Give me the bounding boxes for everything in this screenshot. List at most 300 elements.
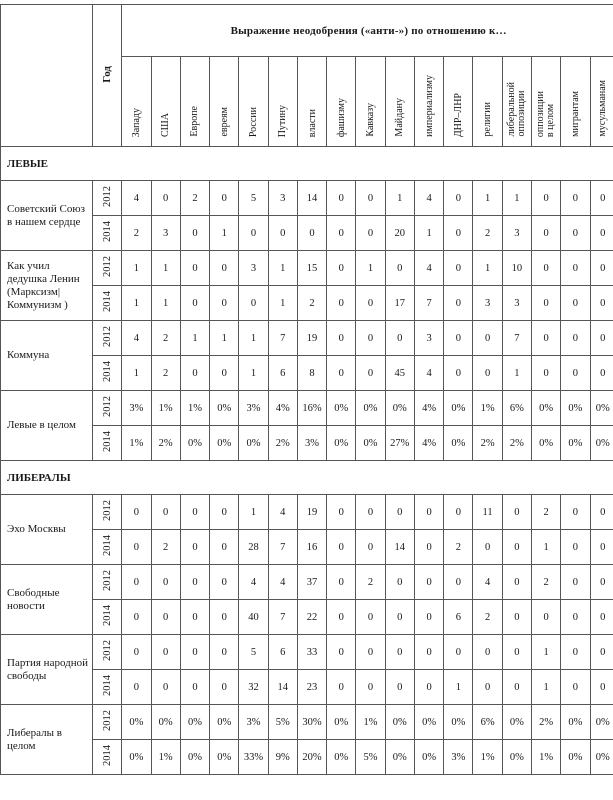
year-cell — [93, 286, 122, 321]
value-cell: 0 — [327, 181, 356, 216]
value-cell: 0% — [210, 705, 239, 740]
section-title: ЛЕВЫЕ — [1, 147, 613, 181]
value-cell: 0% — [444, 426, 473, 461]
value-cell: 0% — [210, 391, 239, 426]
value-cell: 19 — [297, 495, 326, 530]
year-cell — [93, 391, 122, 426]
value-cell: 0% — [502, 740, 531, 775]
value-cell: 0 — [385, 670, 414, 705]
value-cell: 2% — [151, 426, 180, 461]
value-cell: 7 — [268, 321, 297, 356]
value-cell: 0 — [561, 565, 590, 600]
year-cell — [93, 251, 122, 286]
value-cell: 2 — [473, 600, 502, 635]
column-header — [532, 57, 561, 147]
value-cell: 0 — [356, 495, 385, 530]
group-name: Левые в целом — [1, 391, 93, 461]
group-name: Коммуна — [1, 321, 93, 391]
value-cell: 0 — [327, 216, 356, 251]
value-cell: 0 — [239, 216, 268, 251]
value-cell: 0 — [268, 216, 297, 251]
value-cell: 0 — [210, 356, 239, 391]
value-cell: 1 — [532, 530, 561, 565]
value-cell: 0% — [210, 426, 239, 461]
value-cell: 0 — [180, 286, 209, 321]
value-cell: 0 — [590, 565, 613, 600]
column-header-label: империализму — [423, 75, 435, 137]
value-cell: 0 — [532, 251, 561, 286]
value-cell: 0% — [122, 705, 151, 740]
value-cell: 0 — [473, 530, 502, 565]
column-header-label-line: оппозиции — [515, 90, 527, 137]
value-cell: 0% — [414, 705, 443, 740]
value-cell: 7 — [414, 286, 443, 321]
value-cell: 0 — [356, 181, 385, 216]
table-row — [1, 216, 613, 251]
header-empty-cell — [1, 5, 93, 147]
value-cell: 3 — [502, 286, 531, 321]
column-header — [473, 57, 502, 147]
value-cell: 0 — [590, 670, 613, 705]
year-label: 2014 — [101, 431, 113, 452]
value-cell: 0% — [590, 705, 613, 740]
table-title: Выражение неодобрения («анти-») по отношению к… — [122, 5, 613, 57]
table-row — [1, 251, 613, 286]
value-cell: 4% — [414, 391, 443, 426]
year-cell — [93, 181, 122, 216]
value-cell: 4 — [414, 251, 443, 286]
value-cell: 0 — [532, 600, 561, 635]
value-cell: 0 — [561, 530, 590, 565]
value-cell: 0 — [444, 495, 473, 530]
value-cell: 7 — [268, 530, 297, 565]
value-cell: 0 — [356, 286, 385, 321]
value-cell: 1 — [122, 251, 151, 286]
column-header — [327, 57, 356, 147]
value-cell: 1 — [502, 356, 531, 391]
value-cell: 2 — [297, 286, 326, 321]
year-label: 2014 — [101, 605, 113, 626]
value-cell: 3% — [239, 391, 268, 426]
value-cell: 1 — [532, 670, 561, 705]
table-row — [1, 391, 613, 426]
column-header — [122, 57, 151, 147]
table-row — [1, 600, 613, 635]
value-cell: 0% — [122, 740, 151, 775]
value-cell: 0% — [385, 740, 414, 775]
table-row — [1, 426, 613, 461]
value-cell: 0 — [473, 356, 502, 391]
column-header-label: ДНР–ЛНР — [452, 92, 464, 137]
table-row — [1, 530, 613, 565]
value-cell: 40 — [239, 600, 268, 635]
table-row — [1, 321, 613, 356]
value-cell: 0% — [180, 705, 209, 740]
value-cell: 2 — [532, 565, 561, 600]
value-cell: 20% — [297, 740, 326, 775]
value-cell: 0 — [444, 181, 473, 216]
column-header — [590, 57, 613, 147]
value-cell: 0% — [561, 705, 590, 740]
value-cell: 0 — [356, 530, 385, 565]
value-cell: 3% — [297, 426, 326, 461]
table-row — [1, 705, 613, 740]
year-label: 2014 — [101, 221, 113, 242]
value-cell: 0 — [590, 321, 613, 356]
value-cell: 32 — [239, 670, 268, 705]
column-header — [444, 57, 473, 147]
value-cell: 0 — [356, 600, 385, 635]
value-cell: 14 — [297, 181, 326, 216]
value-cell: 0 — [590, 495, 613, 530]
value-cell: 1 — [151, 251, 180, 286]
value-cell: 0 — [385, 565, 414, 600]
year-cell — [93, 565, 122, 600]
column-header-label: евреям — [218, 107, 230, 137]
value-cell: 1 — [239, 356, 268, 391]
value-cell: 0 — [590, 181, 613, 216]
value-cell: 0 — [444, 356, 473, 391]
value-cell: 0 — [239, 286, 268, 321]
value-cell: 1% — [122, 426, 151, 461]
value-cell: 1 — [268, 251, 297, 286]
section-title: ЛИБЕРАЛЫ — [1, 461, 613, 495]
value-cell: 0% — [561, 740, 590, 775]
value-cell: 0 — [180, 356, 209, 391]
table-row — [1, 740, 613, 775]
value-cell: 0 — [151, 495, 180, 530]
value-cell: 0 — [414, 530, 443, 565]
value-cell: 0 — [356, 216, 385, 251]
value-cell: 5% — [356, 740, 385, 775]
value-cell: 16% — [297, 391, 326, 426]
column-header — [561, 57, 590, 147]
value-cell: 2 — [473, 216, 502, 251]
table-row — [1, 635, 613, 670]
value-cell: 1 — [268, 286, 297, 321]
value-cell: 0 — [210, 495, 239, 530]
value-cell: 0 — [502, 635, 531, 670]
value-cell: 0 — [297, 216, 326, 251]
value-cell: 5 — [239, 181, 268, 216]
value-cell: 28 — [239, 530, 268, 565]
value-cell: 8 — [297, 356, 326, 391]
value-cell: 1 — [122, 286, 151, 321]
year-label: 2014 — [101, 535, 113, 556]
value-cell: 0 — [590, 251, 613, 286]
group-name: Свободные новости — [1, 565, 93, 635]
value-cell: 1 — [122, 356, 151, 391]
year-cell — [93, 356, 122, 391]
value-cell: 1 — [210, 321, 239, 356]
year-cell — [93, 600, 122, 635]
value-cell: 0 — [561, 635, 590, 670]
year-label: 2014 — [101, 675, 113, 696]
value-cell: 7 — [268, 600, 297, 635]
table-row — [1, 670, 613, 705]
value-cell: 0 — [590, 356, 613, 391]
value-cell: 0 — [151, 565, 180, 600]
value-cell: 2% — [502, 426, 531, 461]
value-cell: 0% — [502, 705, 531, 740]
table-row — [1, 565, 613, 600]
group-name: Партия народной свободы — [1, 635, 93, 705]
year-label: 2014 — [101, 745, 113, 766]
value-cell: 4% — [268, 391, 297, 426]
column-header — [151, 57, 180, 147]
value-cell: 1 — [210, 216, 239, 251]
value-cell: 0 — [180, 530, 209, 565]
value-cell: 0 — [356, 635, 385, 670]
value-cell: 0 — [532, 286, 561, 321]
value-cell: 0% — [590, 391, 613, 426]
value-cell: 0% — [385, 705, 414, 740]
column-header-label: власти — [306, 108, 318, 137]
value-cell: 0 — [444, 251, 473, 286]
value-cell: 1 — [385, 181, 414, 216]
value-cell: 1% — [151, 391, 180, 426]
value-cell: 0 — [532, 356, 561, 391]
value-cell: 1 — [356, 251, 385, 286]
value-cell: 0% — [444, 391, 473, 426]
value-cell: 4 — [414, 181, 443, 216]
value-cell: 3 — [502, 216, 531, 251]
value-cell: 4 — [268, 495, 297, 530]
value-cell: 0% — [532, 391, 561, 426]
value-cell: 5 — [239, 635, 268, 670]
column-header-label-line: в целом — [545, 103, 557, 137]
value-cell: 0 — [180, 600, 209, 635]
value-cell: 10 — [502, 251, 531, 286]
value-cell: 0 — [210, 530, 239, 565]
year-cell — [93, 740, 122, 775]
value-cell: 0 — [122, 495, 151, 530]
value-cell: 0 — [180, 670, 209, 705]
value-cell: 0 — [561, 286, 590, 321]
value-cell: 0 — [327, 670, 356, 705]
year-cell — [93, 635, 122, 670]
table-row — [1, 181, 613, 216]
year-cell — [93, 321, 122, 356]
value-cell: 0% — [356, 391, 385, 426]
value-cell: 27% — [385, 426, 414, 461]
value-cell: 1 — [502, 181, 531, 216]
value-cell: 0 — [327, 565, 356, 600]
value-cell: 0 — [444, 565, 473, 600]
value-cell: 0% — [444, 705, 473, 740]
value-cell: 1 — [239, 495, 268, 530]
section-row — [1, 147, 613, 181]
value-cell: 0 — [122, 565, 151, 600]
value-cell: 0% — [356, 426, 385, 461]
value-cell: 0% — [239, 426, 268, 461]
section-row — [1, 461, 613, 495]
column-header-label: мусульманам — [597, 80, 609, 137]
value-cell: 0 — [151, 600, 180, 635]
value-cell: 6 — [444, 600, 473, 635]
table-row — [1, 286, 613, 321]
value-cell: 3 — [414, 321, 443, 356]
value-cell: 0 — [385, 495, 414, 530]
value-cell: 0 — [210, 251, 239, 286]
value-cell: 6 — [268, 356, 297, 391]
column-header-label — [507, 82, 527, 137]
value-cell: 1% — [356, 705, 385, 740]
year-cell — [93, 670, 122, 705]
group-name: Либералы в целом — [1, 705, 93, 775]
value-cell: 9% — [268, 740, 297, 775]
year-label: 2012 — [101, 326, 113, 347]
value-cell: 0 — [327, 251, 356, 286]
value-cell: 0 — [414, 565, 443, 600]
column-header-label-line: оппозиции — [535, 90, 547, 137]
value-cell: 0 — [590, 635, 613, 670]
value-cell: 0 — [561, 321, 590, 356]
column-header-label-line: либеральной — [505, 82, 517, 137]
year-cell — [93, 495, 122, 530]
value-cell: 3% — [122, 391, 151, 426]
value-cell: 0 — [385, 321, 414, 356]
value-cell: 0 — [180, 565, 209, 600]
value-cell: 17 — [385, 286, 414, 321]
column-header — [356, 57, 385, 147]
value-cell: 0% — [561, 391, 590, 426]
value-cell: 0 — [327, 635, 356, 670]
value-cell: 4 — [473, 565, 502, 600]
column-header — [210, 57, 239, 147]
value-cell: 7 — [502, 321, 531, 356]
value-cell: 22 — [297, 600, 326, 635]
value-cell: 0 — [210, 635, 239, 670]
value-cell: 0 — [327, 530, 356, 565]
value-cell: 0 — [327, 286, 356, 321]
value-cell: 0 — [122, 635, 151, 670]
value-cell: 3 — [268, 181, 297, 216]
value-cell: 0 — [151, 635, 180, 670]
column-header-label: Путину — [277, 104, 289, 137]
value-cell: 2 — [151, 530, 180, 565]
value-cell: 0 — [473, 670, 502, 705]
value-cell: 4 — [122, 181, 151, 216]
value-cell: 0 — [210, 286, 239, 321]
value-cell: 0 — [473, 321, 502, 356]
value-cell: 0 — [444, 286, 473, 321]
value-cell: 3 — [473, 286, 502, 321]
value-cell: 0 — [414, 495, 443, 530]
year-label: 2014 — [101, 291, 113, 312]
value-cell: 3% — [444, 740, 473, 775]
value-cell: 0 — [561, 670, 590, 705]
year-label: 2012 — [101, 710, 113, 731]
value-cell: 4 — [239, 565, 268, 600]
column-header-label: фашизму — [335, 97, 347, 137]
value-cell: 0 — [180, 635, 209, 670]
year-label: 2012 — [101, 500, 113, 521]
column-header — [180, 57, 209, 147]
value-cell: 0 — [590, 216, 613, 251]
group-name: Советский Союз в нашем сердце — [1, 181, 93, 251]
value-cell: 33% — [239, 740, 268, 775]
year-label: 2012 — [101, 570, 113, 591]
value-cell: 0 — [180, 251, 209, 286]
value-cell: 0 — [122, 530, 151, 565]
value-cell: 4 — [414, 356, 443, 391]
value-cell: 2 — [180, 181, 209, 216]
year-label: 2012 — [101, 396, 113, 417]
value-cell: 1 — [473, 251, 502, 286]
value-cell: 0 — [532, 181, 561, 216]
value-cell: 0 — [385, 251, 414, 286]
value-cell: 16 — [297, 530, 326, 565]
column-header — [239, 57, 268, 147]
value-cell: 2 — [532, 495, 561, 530]
value-cell: 3 — [239, 251, 268, 286]
value-cell: 2% — [473, 426, 502, 461]
year-cell — [93, 216, 122, 251]
value-cell: 0 — [561, 181, 590, 216]
value-cell: 0 — [356, 670, 385, 705]
value-cell: 15 — [297, 251, 326, 286]
value-cell: 0 — [414, 670, 443, 705]
value-cell: 0 — [590, 600, 613, 635]
value-cell: 33 — [297, 635, 326, 670]
column-header-label: мигрантам — [569, 91, 581, 137]
value-cell: 0 — [502, 495, 531, 530]
value-cell: 2 — [151, 356, 180, 391]
value-cell: 0 — [561, 495, 590, 530]
year-label: 2012 — [101, 640, 113, 661]
year-cell — [93, 530, 122, 565]
value-cell: 0 — [414, 635, 443, 670]
value-cell: 0 — [590, 530, 613, 565]
value-cell: 0 — [122, 670, 151, 705]
value-cell: 4 — [268, 565, 297, 600]
value-cell: 0% — [561, 426, 590, 461]
value-cell: 45 — [385, 356, 414, 391]
value-cell: 0 — [210, 565, 239, 600]
value-cell: 0 — [502, 565, 531, 600]
value-cell: 0 — [561, 251, 590, 286]
header-row-top — [1, 5, 613, 57]
value-cell: 2 — [151, 321, 180, 356]
value-cell: 1% — [180, 391, 209, 426]
value-cell: 0 — [444, 321, 473, 356]
value-cell: 6% — [473, 705, 502, 740]
value-cell: 0 — [151, 670, 180, 705]
value-cell: 0% — [327, 740, 356, 775]
column-header-label: Майдану — [394, 98, 406, 137]
anti-attitudes-table — [0, 4, 613, 775]
value-cell: 0% — [180, 740, 209, 775]
value-cell: 2% — [268, 426, 297, 461]
year-label: 2012 — [101, 256, 113, 277]
value-cell: 2 — [356, 565, 385, 600]
column-header — [502, 57, 531, 147]
value-cell: 0 — [561, 600, 590, 635]
value-cell: 0 — [532, 321, 561, 356]
year-cell — [93, 426, 122, 461]
value-cell: 0 — [385, 600, 414, 635]
value-cell: 0 — [502, 600, 531, 635]
year-cell — [93, 705, 122, 740]
value-cell: 0% — [590, 740, 613, 775]
value-cell: 0% — [327, 426, 356, 461]
value-cell: 1% — [473, 391, 502, 426]
value-cell: 2 — [444, 530, 473, 565]
value-cell: 0 — [561, 216, 590, 251]
value-cell: 0% — [327, 705, 356, 740]
value-cell: 0% — [151, 705, 180, 740]
